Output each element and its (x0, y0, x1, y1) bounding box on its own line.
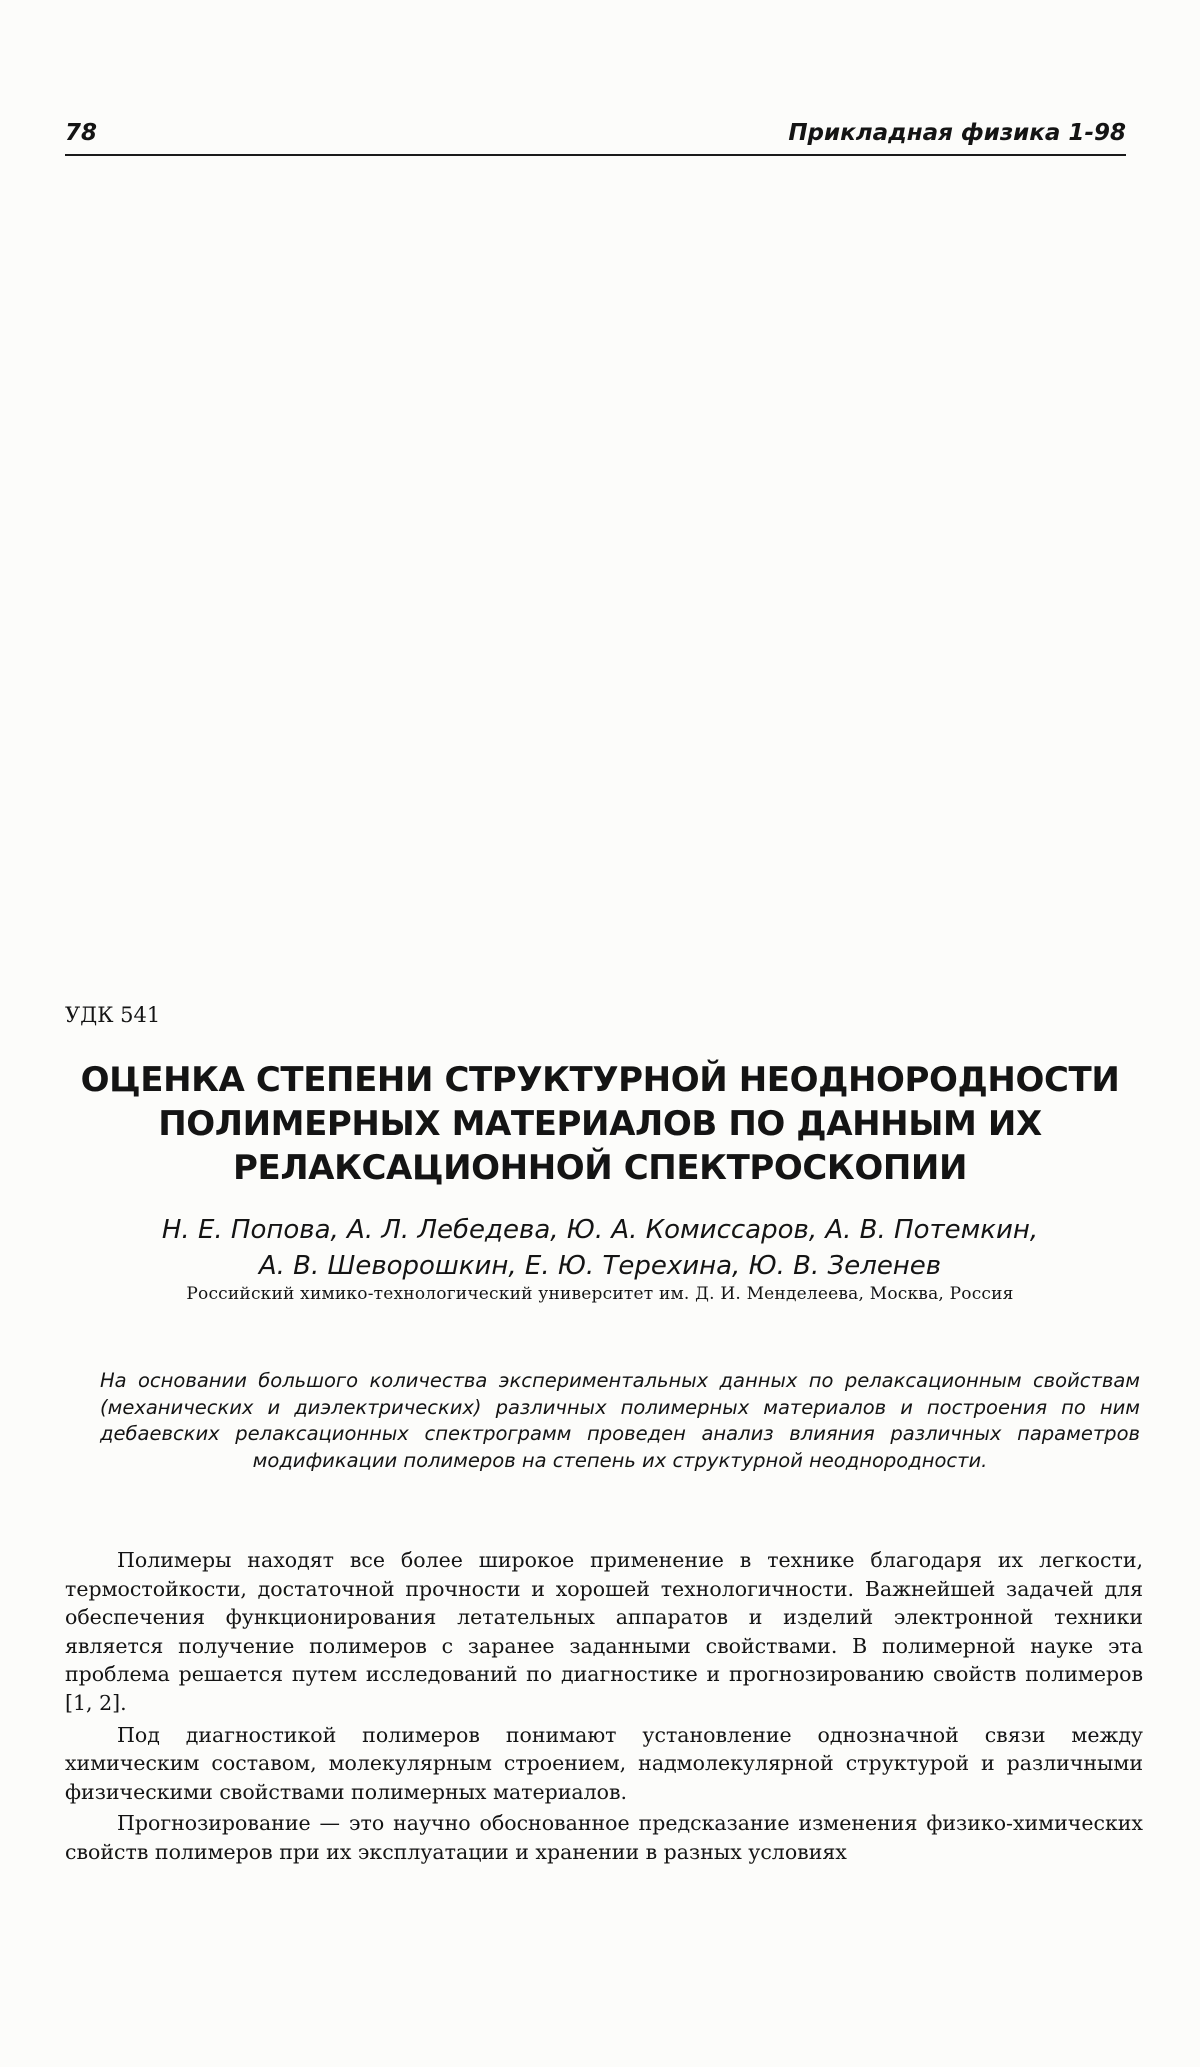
title-line-2: ПОЛИМЕРНЫХ МАТЕРИАЛОВ ПО ДАННЫМ ИХ (158, 1104, 1042, 1144)
authors-line-2: А. В. Шеворошкин, Е. Ю. Терехина, Ю. В. Зеленев (258, 1251, 942, 1281)
udc-code: УДК 541 (65, 1003, 161, 1027)
title-line-1: ОЦЕНКА СТЕПЕНИ СТРУКТУРНОЙ НЕОДНОРОДНОСТИ (80, 1060, 1120, 1100)
paragraph: Прогнозирование — это научно обоснованное предсказание изменения физико-химических свойств полимеров при их эксплуатации и хранении в разных условиях (65, 1811, 1143, 1864)
authors-line-1: Н. Е. Попова, А. Л. Лебедева, Ю. А. Комиссаров, А. В. Потемкин, (161, 1215, 1039, 1245)
affiliation: Российский химико-технологический университет им. Д. И. Менделеева, Москва, Россия (186, 1284, 1014, 1304)
paragraph: Полимеры находят все более широкое применение в технике благодаря их легкости, термостойкости, достаточной прочности и хорошей технологичности. Важнейшей задачей для обеспечения функционирования летательных аппаратов и изделий электронной техники является получение полимеров с заранее заданными свойствами. В полимерной науке эта проблема решается путем исследований по диагностике и прогнозированию свойств полимеров [1, 2]. (65, 1548, 1143, 1715)
journal-title: Прикладная физика 1-98 (788, 120, 1126, 146)
article-title (60, 1058, 1140, 1190)
running-header (65, 116, 1126, 156)
author-list (60, 1212, 1140, 1284)
article-body (65, 1546, 1143, 1870)
paragraph: Под диагностикой полимеров понимают установление однозначной связи между химическим составом, молекулярным строением, надмолекулярной структурой и различными физическими свойствами полимерных материалов. (65, 1722, 1143, 1804)
page-number: 78 (65, 120, 98, 146)
abstract: На основании большого количества экспериментальных данных по релаксационным свойствам (механических и диэлектрических) различных полимерных материалов и построения по ним дебаевских релаксационных спектрограмм проведен анализ влияния различных параметров модификации полимеров на степень их структурной неоднородности. (100, 1369, 1140, 1472)
title-line-3: РЕЛАКСАЦИОННОЙ СПЕКТРОСКОПИИ (232, 1148, 967, 1188)
